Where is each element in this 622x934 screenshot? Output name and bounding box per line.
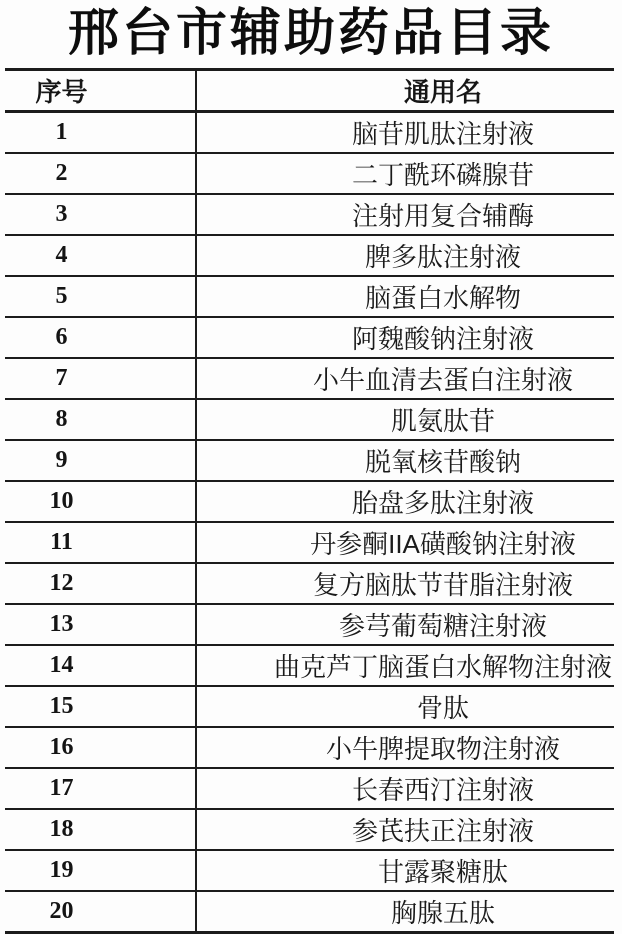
row-number: 11 (5, 522, 196, 563)
row-number: 20 (5, 891, 196, 933)
table-header-row (5, 70, 614, 112)
table-body (5, 112, 614, 933)
drug-name: 小牛血清去蛋白注射液 (312, 365, 573, 395)
table-row (5, 112, 614, 154)
table-row (5, 399, 614, 440)
table-row (5, 235, 614, 276)
table-row (5, 481, 614, 522)
drug-name: 二丁酰环磷腺苷 (351, 160, 534, 190)
column-header-generic-name: 通用名 (403, 77, 482, 107)
drug-name: 肌氨肽苷 (390, 406, 495, 436)
row-number: 17 (5, 768, 196, 809)
drug-name: 曲克芦丁脑蛋白水解物注射液 (273, 652, 612, 682)
table-row (5, 317, 614, 358)
row-number: 12 (5, 563, 196, 604)
row-number: 10 (5, 481, 196, 522)
row-number: 16 (5, 727, 196, 768)
table-row (5, 645, 614, 686)
drug-name: 阿魏酸钠注射液 (351, 324, 534, 354)
row-number: 19 (5, 850, 196, 891)
drug-table (5, 68, 614, 934)
row-number: 3 (5, 194, 196, 235)
table-row (5, 522, 614, 563)
table-row (5, 563, 614, 604)
row-number: 9 (5, 440, 196, 481)
row-number: 4 (5, 235, 196, 276)
table-row (5, 809, 614, 850)
row-number: 6 (5, 317, 196, 358)
table-row (5, 686, 614, 727)
drug-name: 胸腺五肽 (390, 898, 495, 928)
row-number: 13 (5, 604, 196, 645)
row-number: 7 (5, 358, 196, 399)
drug-name: 注射用复合辅酶 (351, 201, 534, 231)
row-number: 5 (5, 276, 196, 317)
page-title: 邢台市辅助药品目录 (67, 4, 554, 61)
row-number: 2 (5, 153, 196, 194)
drug-name: 丹参酮IIA磺酸钠注射液 (310, 529, 576, 559)
drug-name: 甘露聚糖肽 (377, 857, 508, 887)
column-header-number: 序号 (5, 70, 196, 112)
drug-name: 脱氧核苷酸钠 (364, 447, 521, 477)
table-row (5, 850, 614, 891)
table-row (5, 276, 614, 317)
drug-name: 脑苷肌肽注射液 (351, 119, 534, 149)
table-row (5, 604, 614, 645)
drug-name: 骨肽 (416, 693, 469, 723)
table-row (5, 358, 614, 399)
drug-name: 脑蛋白水解物 (364, 283, 521, 313)
drug-name: 小牛脾提取物注射液 (325, 734, 560, 764)
row-number: 15 (5, 686, 196, 727)
drug-name: 复方脑肽节苷脂注射液 (312, 570, 573, 600)
table-row (5, 891, 614, 933)
row-number: 18 (5, 809, 196, 850)
row-number: 1 (5, 112, 196, 154)
table-row (5, 194, 614, 235)
drug-name: 参芎葡萄糖注射液 (338, 611, 547, 641)
table-row (5, 440, 614, 481)
drug-name: 长春西汀注射液 (351, 775, 534, 805)
table-row (5, 727, 614, 768)
drug-name: 脾多肽注射液 (364, 242, 521, 272)
drug-name: 胎盘多肽注射液 (351, 488, 534, 518)
table-row (5, 153, 614, 194)
row-number: 8 (5, 399, 196, 440)
table-row (5, 768, 614, 809)
row-number: 14 (5, 645, 196, 686)
drug-name: 参芪扶正注射液 (351, 816, 534, 846)
